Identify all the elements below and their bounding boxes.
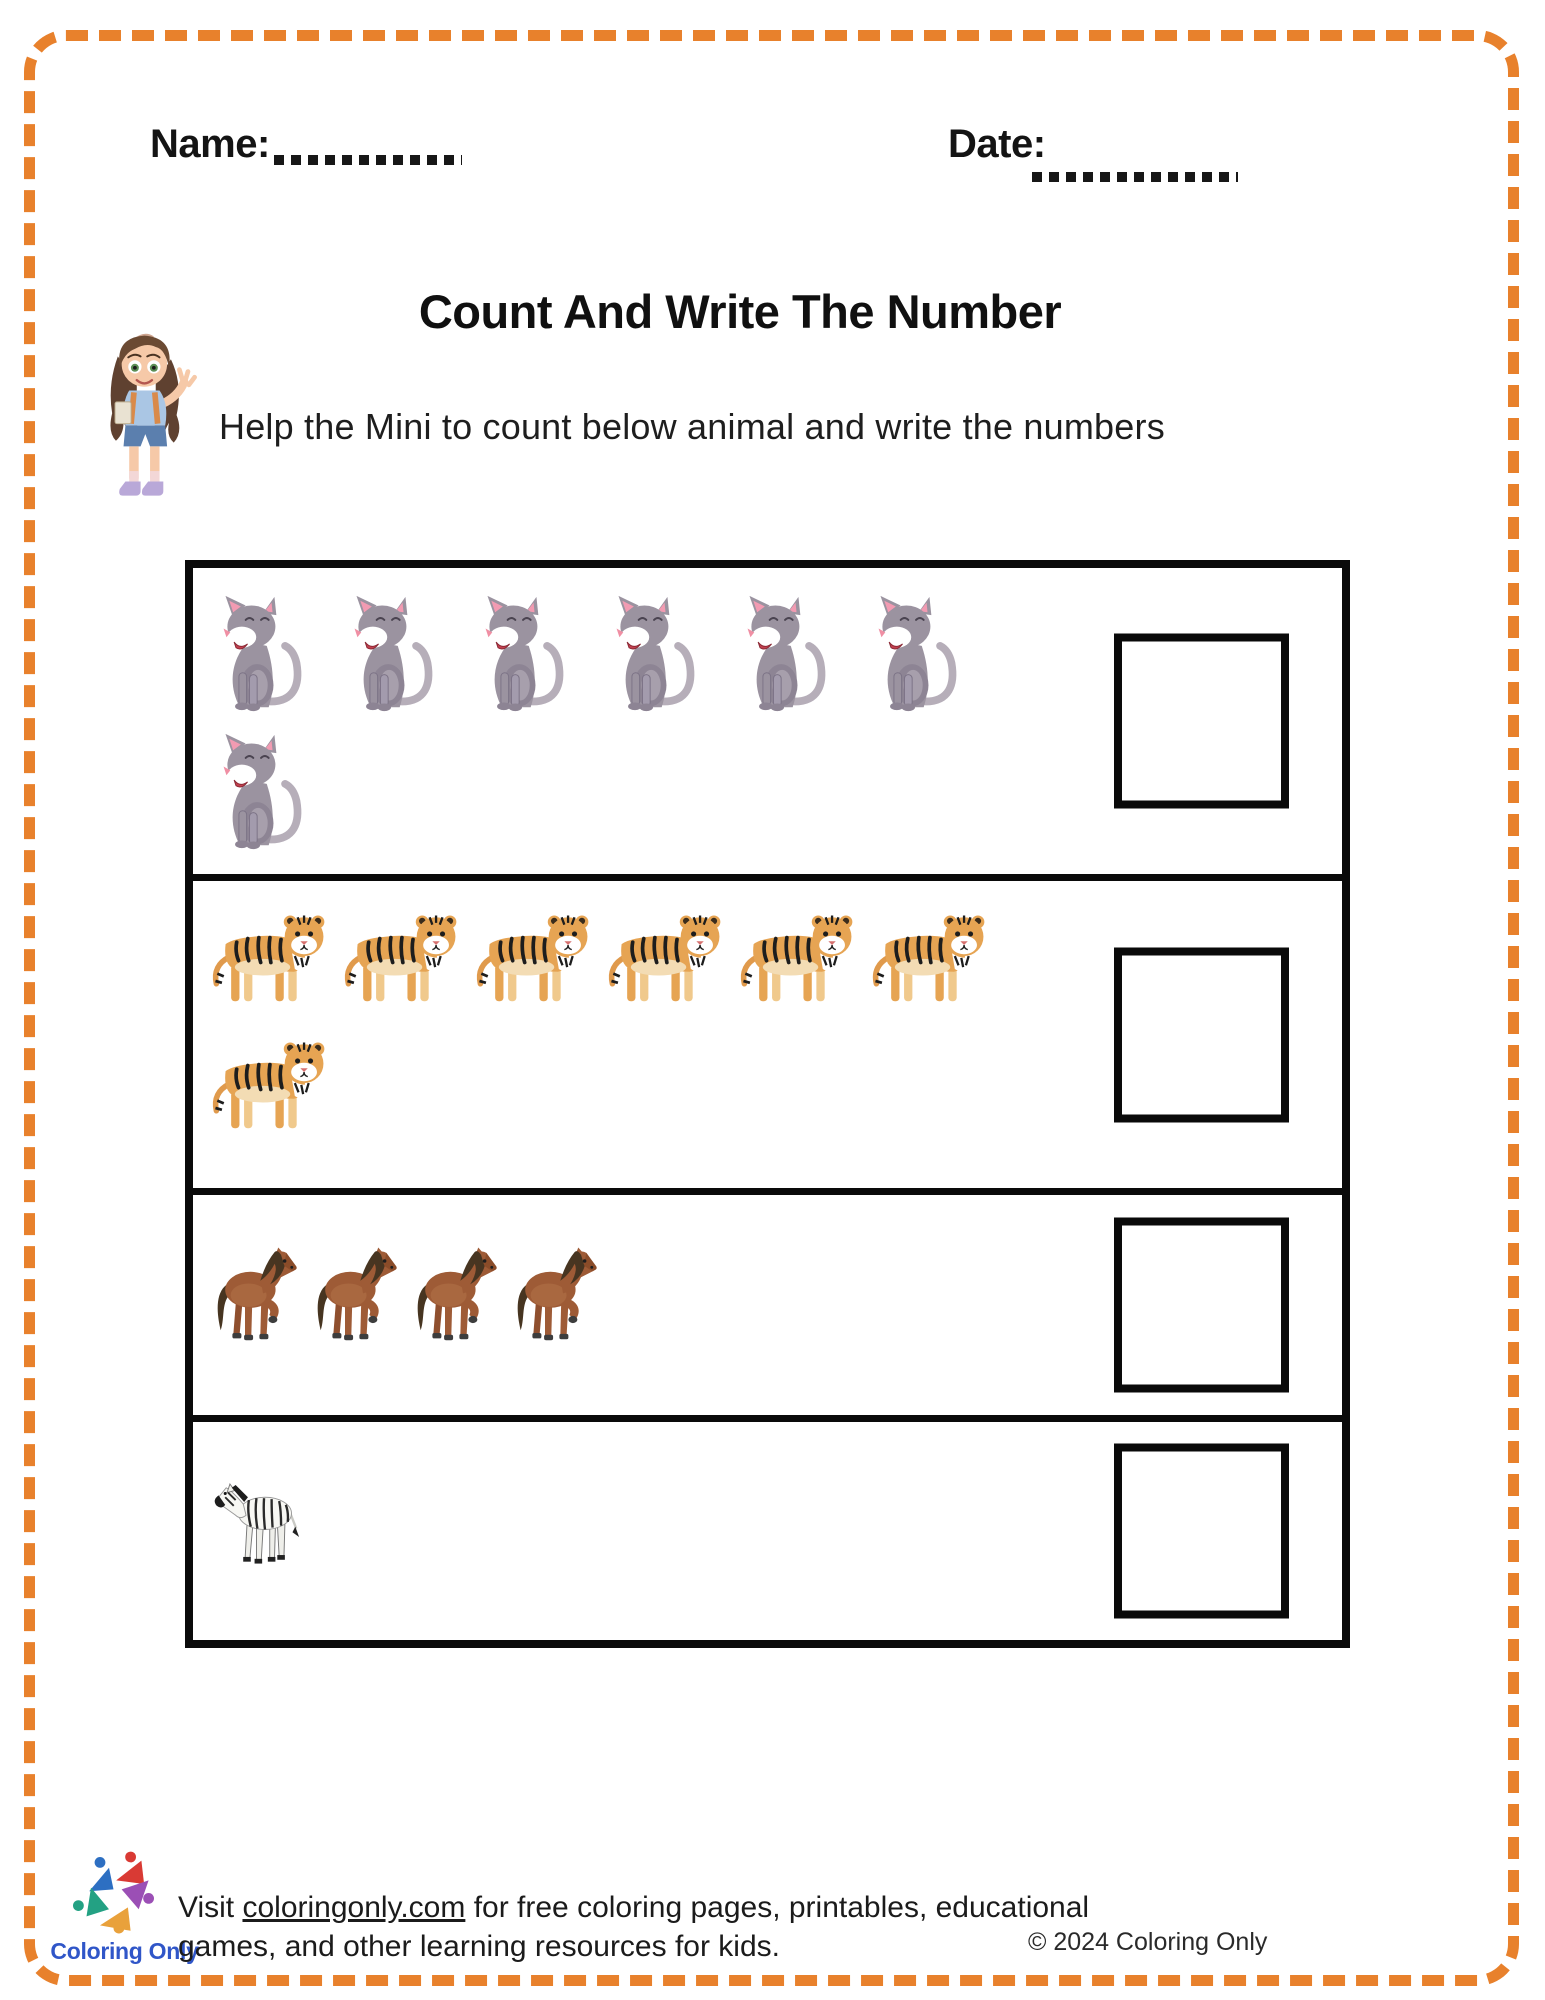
name-label: Name:	[150, 122, 270, 166]
worksheet-table	[185, 560, 1350, 1648]
name-field[interactable]	[274, 155, 462, 165]
footer-note-prefix: Visit	[178, 1891, 243, 1924]
horse-image	[309, 1243, 399, 1344]
copyright-text: © 2024 Coloring Only	[1028, 1928, 1268, 1956]
answer-box-zebras[interactable]	[1114, 1444, 1289, 1619]
answer-box-cats[interactable]	[1114, 634, 1289, 809]
answer-box-tigers[interactable]	[1114, 947, 1289, 1122]
page-title: Count And Write The Number	[418, 285, 1062, 338]
cat-image	[344, 594, 440, 714]
footer-note-suffix: for free coloring pages, printables, educational games, and other learning resources for kids.	[178, 1891, 1090, 1963]
horse-group	[193, 1195, 1023, 1344]
coloringonly-link[interactable]: coloringonly.com	[242, 1891, 466, 1924]
tiger-group	[193, 881, 1023, 1133]
tiger-image	[869, 909, 989, 1006]
horse-image	[409, 1243, 499, 1344]
cat-image	[213, 594, 309, 714]
tiger-image	[737, 909, 857, 1006]
answer-box-horses[interactable]	[1114, 1218, 1289, 1393]
horse-image	[209, 1243, 299, 1344]
logo-wordmark: Coloring Only	[50, 1938, 199, 1964]
cat-image	[475, 594, 571, 714]
tiger-image	[209, 1036, 329, 1133]
coloring-only-logo-icon	[62, 1848, 174, 1938]
cat-image	[868, 594, 964, 714]
tiger-image	[209, 909, 329, 1006]
date-label: Date:	[948, 122, 1046, 166]
worksheet-row-tigers	[193, 874, 1342, 1188]
tiger-image	[473, 909, 593, 1006]
worksheet-row-horses	[193, 1188, 1342, 1415]
zebra-group	[193, 1422, 1023, 1570]
tiger-image	[341, 909, 461, 1006]
cat-image	[606, 594, 702, 714]
worksheet-row-cats	[193, 568, 1342, 874]
worksheet-row-zebras	[193, 1415, 1342, 1640]
date-field[interactable]	[1032, 172, 1238, 182]
tiger-image	[605, 909, 725, 1006]
cat-image	[737, 594, 833, 714]
cat-image	[213, 732, 309, 852]
zebra-image	[211, 1466, 301, 1570]
horse-image	[509, 1243, 599, 1344]
cat-group	[193, 568, 1023, 852]
instruction-text: Help the Mini to count below animal and write the numbers	[219, 406, 1165, 447]
girl-waving-mascot-icon	[88, 328, 214, 508]
